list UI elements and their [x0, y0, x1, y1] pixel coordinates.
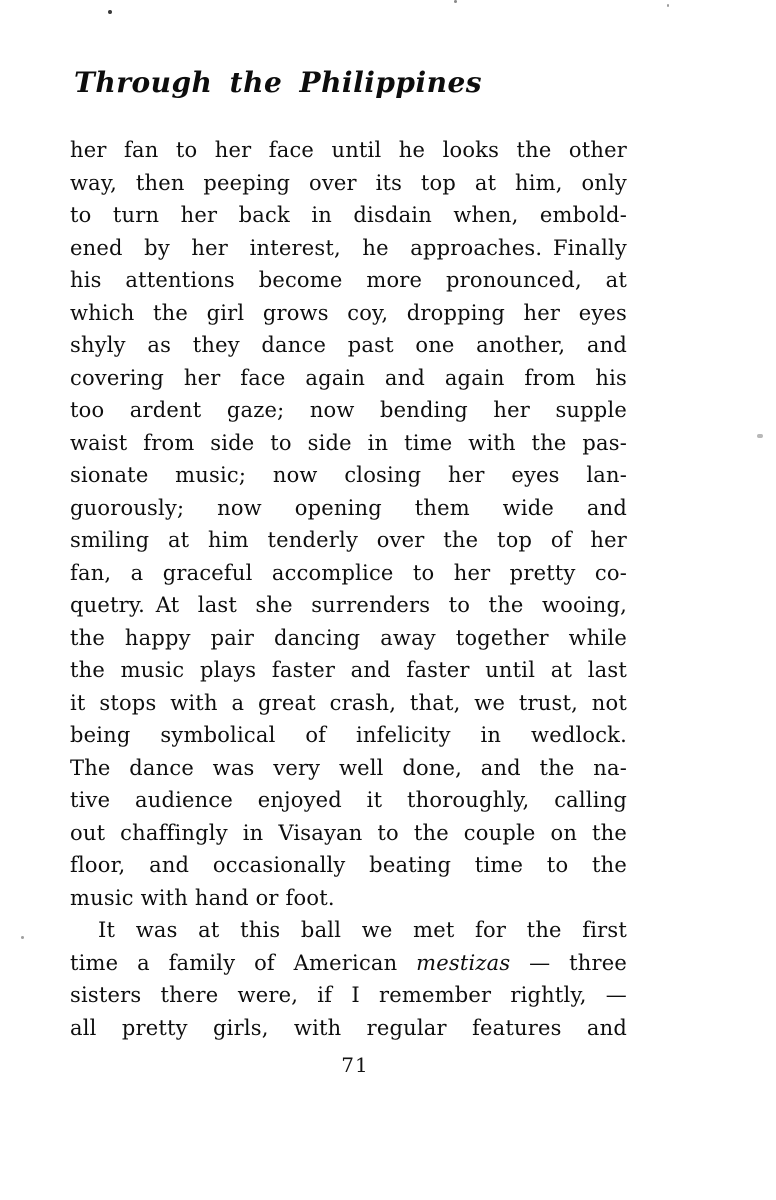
- text-line: covering her face again and again from his: [70, 365, 627, 390]
- scan-speck: [108, 10, 112, 14]
- page-number: 71: [341, 1053, 369, 1077]
- running-head: Through the Philippines: [74, 66, 483, 99]
- text-line: it stops with a great crash, that, we trust, not: [70, 690, 627, 715]
- text-line: being symbolical of infelicity in wedlock.: [70, 723, 627, 747]
- scan-speck: [454, 0, 457, 3]
- text-line: floor, and occasionally beating time to the: [70, 853, 627, 877]
- text-line: fan, a graceful accomplice to her pretty co-: [70, 560, 627, 585]
- scan-speck: [757, 434, 763, 438]
- scan-speck: [21, 936, 24, 939]
- text-line: [70, 947, 627, 980]
- text-line: sionate music; now closing her eyes lan-: [70, 463, 627, 487]
- text-line: quetry. At last she surrenders to the wooing,: [70, 593, 627, 617]
- italic-word: mestizas: [416, 950, 511, 975]
- text-line: The dance was very well done, and the na-: [70, 755, 627, 780]
- text-line: which the girl grows coy, dropping her eyes: [70, 300, 627, 325]
- text-line: all pretty girls, with regular features and: [70, 1015, 627, 1040]
- text-line: shyly as they dance past one another, and: [70, 333, 627, 357]
- text-line: tive audience enjoyed it thoroughly, calling: [70, 788, 627, 812]
- text-line-paragraph-start: It was at this ball we met for the first: [98, 918, 627, 942]
- body-text: [70, 134, 627, 1044]
- text-line: his attentions become more pronounced, at: [70, 268, 627, 292]
- text-line: the happy pair dancing away together while: [70, 625, 627, 650]
- text-segment: time a family of American: [70, 950, 417, 975]
- text-line: ened by her interest, he approaches. Finally: [70, 235, 627, 260]
- text-line: too ardent gaze; now bending her supple: [70, 398, 627, 422]
- text-line: way, then peeping over its top at him, only: [70, 170, 627, 195]
- text-line: waist from side to side in time with the pas-: [70, 430, 627, 455]
- text-line: smiling at him tenderly over the top of her: [70, 528, 627, 552]
- text-line: guorously; now opening them wide and: [70, 495, 627, 520]
- text-line: her fan to her face until he looks the other: [70, 138, 627, 162]
- text-segment: — three: [510, 950, 628, 975]
- scan-speck: [667, 4, 669, 7]
- text-line: to turn her back in disdain when, embold-: [70, 203, 627, 227]
- text-line-paragraph-end: music with hand or foot.: [70, 885, 335, 910]
- text-line: the music plays faster and faster until at last: [70, 658, 627, 682]
- text-line: out chaffingly in Visayan to the couple on the: [70, 820, 627, 845]
- text-line: sisters there were, if I remember rightly, —: [70, 983, 627, 1007]
